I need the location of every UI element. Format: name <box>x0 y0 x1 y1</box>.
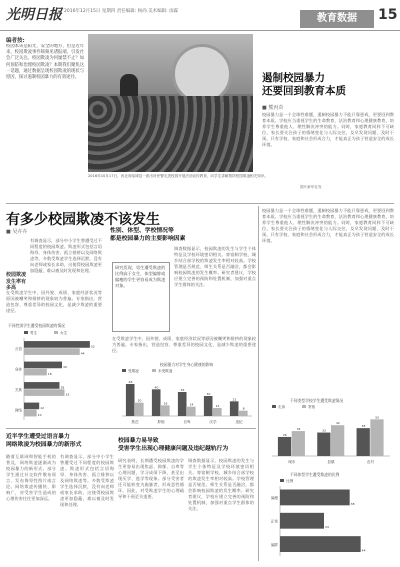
commentary-body-cont: 校园暴力是一个全球性难题，遏制校园暴力不能只靠惩戒，更要回到教育本质。学校应当重视学生的生命教育、法治教育和心理健康教育，培养学生尊重他人、理性解决冲突的能力。同时，家庭教育同样不可缺位，家长要关注孩子的情绪变化与人际交往，及早发现问题、及时干预。只有学校、家庭和社会形成合力，才能真正为孩子营造安全的成长环境。 <box>262 208 394 243</box>
data-label: 14 <box>189 402 194 407</box>
main-headline: 有多少校园欺凌不该发生 <box>6 212 160 228</box>
data-label: 28 <box>60 385 65 390</box>
commentary-body: 校园暴力是一个全球性难题，遏制校园暴力不能只靠惩戒，更要回到教育本质。学校应当重视学生的生命教育、法治教育和心理健康教育，培养学生尊重他人、理性解决冲突的能力。同时，家庭教育同样不可缺位，家长要关注孩子的情绪变化与人际交往，及早发现问题、及时干预。只有学校、家庭和社会形成合力，才能真正为孩子营造安全的成长环境。 <box>262 112 394 147</box>
bar <box>357 428 370 456</box>
legend-label: 受欺凌 <box>128 369 139 373</box>
section-body-prevalence-cont: 在受欺凌学生中，因外貌、成绩、家庭经济状况等原因被嘲笑和排挤的现象较为普遍。专家指出，营造包容、尊重差异的校园文化，是减少欺凌的重要途径。 <box>6 290 102 313</box>
chart-title: 校园暴力对学生身心健康的影响 <box>160 362 214 367</box>
section-body-cyberbullying: 随着互联网和智能手机的普及，网络欺凌逐渐成为校园暴力的新形式。部分学生通过社交软件散布谣言、发布侮辱性图片或言论。网络欺凌传播快、影响广，对受害学生造成的心理伤害往往更加深远。 <box>6 454 56 501</box>
data-label: 30 <box>206 392 211 396</box>
bar <box>24 389 65 396</box>
chart-health-impact <box>112 368 256 426</box>
tick-label: 正常 <box>270 519 278 524</box>
data-label: 44 <box>361 548 366 553</box>
tick-label: 偏胖 <box>270 542 278 547</box>
bar <box>187 407 196 416</box>
tick-label: 城市 <box>288 460 296 464</box>
bar <box>370 419 383 456</box>
date-line: 2016年12月15日 星期四 责任编辑: 杨尚 美术编辑: 雨霖 <box>64 9 179 14</box>
chart-body-type <box>262 478 394 558</box>
tick-label: 自卑 <box>183 420 191 424</box>
section-title-mental-health <box>118 438 268 453</box>
data-label: 32 <box>65 392 70 397</box>
data-label: 38 <box>361 424 366 429</box>
bar <box>24 369 47 376</box>
legend-label: 比例 <box>286 479 294 483</box>
tick-label: 网络 <box>14 408 22 413</box>
bar <box>204 396 213 416</box>
tick-label: 县镇 <box>327 460 335 464</box>
bar <box>213 408 222 416</box>
bar <box>280 513 324 529</box>
data-label: 10 <box>37 412 42 417</box>
bar <box>239 411 248 416</box>
legend-label: 女生 <box>60 331 68 335</box>
page-number: 15 <box>378 7 398 23</box>
data-label: 42 <box>335 421 340 426</box>
bar <box>24 348 80 355</box>
legend-label: 男生 <box>30 331 38 335</box>
data-label: 52 <box>90 344 95 349</box>
data-label: 48 <box>128 380 133 384</box>
commentary-author: ■ 熊丙奇 <box>262 105 284 111</box>
photo-caption: 2016年10月17日，河北省临城县一派出所民警走进校园开展法治宣传教育，向学生讲解预防校园欺凌相关知识。 <box>88 174 269 178</box>
data-label: 12 <box>215 404 220 408</box>
data-label: 18 <box>47 371 52 376</box>
photo-credit: 图片新华社发 <box>300 185 322 189</box>
data-label: 34 <box>296 427 301 432</box>
tick-label: 违纪 <box>235 420 243 424</box>
section-body-factors-cont: 在受欺凌学生中，因外貌、成绩、家庭经济状况等原因被嘲笑和排挤的现象较为普遍。专家指出，营造包容、尊重差异的校园文化，是减少欺凌的重要途径。 <box>112 336 256 353</box>
data-label: 8 <box>242 406 245 411</box>
legend-swatch <box>24 331 28 334</box>
chart-school-type <box>262 404 394 466</box>
data-label: 32 <box>322 428 327 433</box>
section-title-cyberbullying-text: 近半学生遭受过语言暴力 网络欺凌为校园暴力的新形式 <box>6 434 82 448</box>
commentary-headline <box>262 72 392 98</box>
commentary-headline-text: 遏制校园暴力 还要回到教育本质 <box>262 72 346 97</box>
tick-label: 身体 <box>14 367 22 372</box>
legend-swatch <box>152 369 156 372</box>
bar <box>135 403 144 416</box>
chart-title: 不同类型学校学生遭受欺凌情况 <box>290 398 344 403</box>
legend-label: 走读 <box>278 405 286 409</box>
bar <box>280 490 350 506</box>
tick-label: 农村 <box>366 460 374 464</box>
column-divider <box>258 206 259 561</box>
bar <box>24 362 62 369</box>
tick-label: 焦虑 <box>131 420 139 424</box>
bar <box>331 425 344 456</box>
tick-label: 关系 <box>14 387 22 392</box>
section-body-factors: 调查数据显示，校园欺凌的发生与学生个体特征及学校环境密切相关。寄宿制学校、城乡结合部学校的欺凌发生率相对较高。学校管理是否规范、师生关系是否融洽，都会影响校园欺凌的发生概率。研究者建议，学校应建立完善的预防和处置机制，加强对重点学生群体的关注。 <box>174 246 256 287</box>
legend-label: 寄宿 <box>308 405 316 409</box>
legend-swatch <box>122 369 126 372</box>
news-photo <box>88 34 253 172</box>
bar <box>24 341 90 348</box>
legend-swatch <box>302 405 306 408</box>
section-title-mental-health-text: 校园暴力易导致 受害学生出现心理健康问题及违纪越轨行为 <box>118 438 229 452</box>
data-label: 24 <box>325 525 329 530</box>
data-label: 26 <box>282 432 287 437</box>
data-label: 22 <box>232 397 237 402</box>
legend-swatch <box>280 479 284 482</box>
section-body-prevalence: 有调查显示，部分中小学生曾遭受过不同程度的校园欺凌。欺凌形式包括言语侮辱、身体伤害、孤立排挤以及网络欺凌等。多数受欺凌学生选择沉默，没有向老师或家长求助，这使得校园欺凌更加隐蔽，难以被及时发现和处理。 <box>30 238 102 273</box>
section-title: 教育数据 <box>300 10 374 28</box>
bar <box>126 384 135 416</box>
chart-title: 不同性别学生遭受校园欺凌的情况 <box>8 323 65 328</box>
bar <box>161 405 170 416</box>
chart-title: 不同体型学生遭受欺凌的比例 <box>290 472 340 477</box>
police-emblem-icon <box>172 44 232 104</box>
data-label: 16 <box>163 401 168 406</box>
bar <box>280 536 361 552</box>
editor-note-text: 校园本该是阳光、安全的地方，但是近年来，校园欺凌事件频频见诸报端，引发社会广泛关注。校园欺凌为何屡禁不止？如何预防和治理校园欺凌？本期我们聚焦这一话题，通过数据呈现校园欺凌的现状与原因，探讨遏制校园暴力的有效途径。 <box>6 44 84 81</box>
bar <box>178 392 187 416</box>
bar <box>230 401 239 416</box>
data-label: 12 <box>40 405 45 410</box>
data-label: 30 <box>63 364 67 369</box>
bar <box>278 437 291 456</box>
chart-gender-bullying <box>6 330 104 422</box>
divider <box>6 203 394 204</box>
bar <box>24 410 37 417</box>
byline: ■ 吴卉卉 <box>6 229 28 235</box>
tick-label: 抑郁 <box>157 420 165 424</box>
legend-label: 未受欺凌 <box>158 369 173 373</box>
data-label: 40 <box>154 385 159 390</box>
section-title-factors-text: 性别、体型、学校情况等 都是校园暴力的主要影响因素 <box>110 228 186 242</box>
section-body-mental-health: 研究表明，长期遭受校园欺凌的学生更容易出现焦虑、抑郁、自卑等心理问题，学习成绩下降，甚至出现厌学、逃学等现象。部分受害者还可能转变为施暴者，形成恶性循环。因此，对受欺凌学生的心理疏导和干预至关重要。 <box>118 458 184 499</box>
legend-swatch <box>54 331 58 334</box>
bar <box>317 433 330 456</box>
data-label: 44 <box>80 351 85 356</box>
section-title-prevalence: 校园欺凌发生率有多高 <box>6 272 27 291</box>
bar <box>292 431 305 456</box>
data-label: 20 <box>137 398 142 403</box>
bar <box>24 403 39 410</box>
editor-note-label: 编者按: <box>6 38 25 44</box>
tick-label: 言语 <box>14 346 22 351</box>
divider <box>6 428 256 429</box>
data-label: 50 <box>375 415 380 420</box>
paper-logo: 光明日报 <box>6 7 62 23</box>
tick-label: 偏瘦 <box>270 496 278 501</box>
section-title-cyberbullying <box>6 434 106 449</box>
section-body-cyberbullying-cont: 有调查显示，部分中小学生曾遭受过不同程度的校园欺凌。欺凌形式包括言语侮辱、身体伤害、孤立排挤以及网络欺凌等。多数受欺凌学生选择沉默，没有向老师或家长求助，这使得校园欺凌更加隐蔽，难以被及时发现和处理。 <box>60 454 114 507</box>
bar <box>24 382 59 389</box>
section-body-mental-health-cont: 调查数据显示，校园欺凌的发生与学生个体特征及学校环境密切相关。寄宿制学校、城乡结合部学校的欺凌发生率相对较高。学校管理是否规范、师生关系是否融洽，都会影响校园欺凌的发生概率。研究者建议，学校应建立完善的预防和处置机制，加强对重点学生群体的关注。 <box>188 458 254 511</box>
section-title-factors <box>110 228 260 243</box>
bar <box>152 389 161 416</box>
data-label: 38 <box>350 501 355 506</box>
pull-quote: 研究发现，男生遭受欺凌的比例高于女生，体型偏胖或偏瘦的学生更容易成为欺凌对象。 <box>112 262 170 332</box>
legend-swatch <box>272 405 276 408</box>
data-label: 36 <box>180 388 185 392</box>
tick-label: 厌学 <box>209 420 217 424</box>
